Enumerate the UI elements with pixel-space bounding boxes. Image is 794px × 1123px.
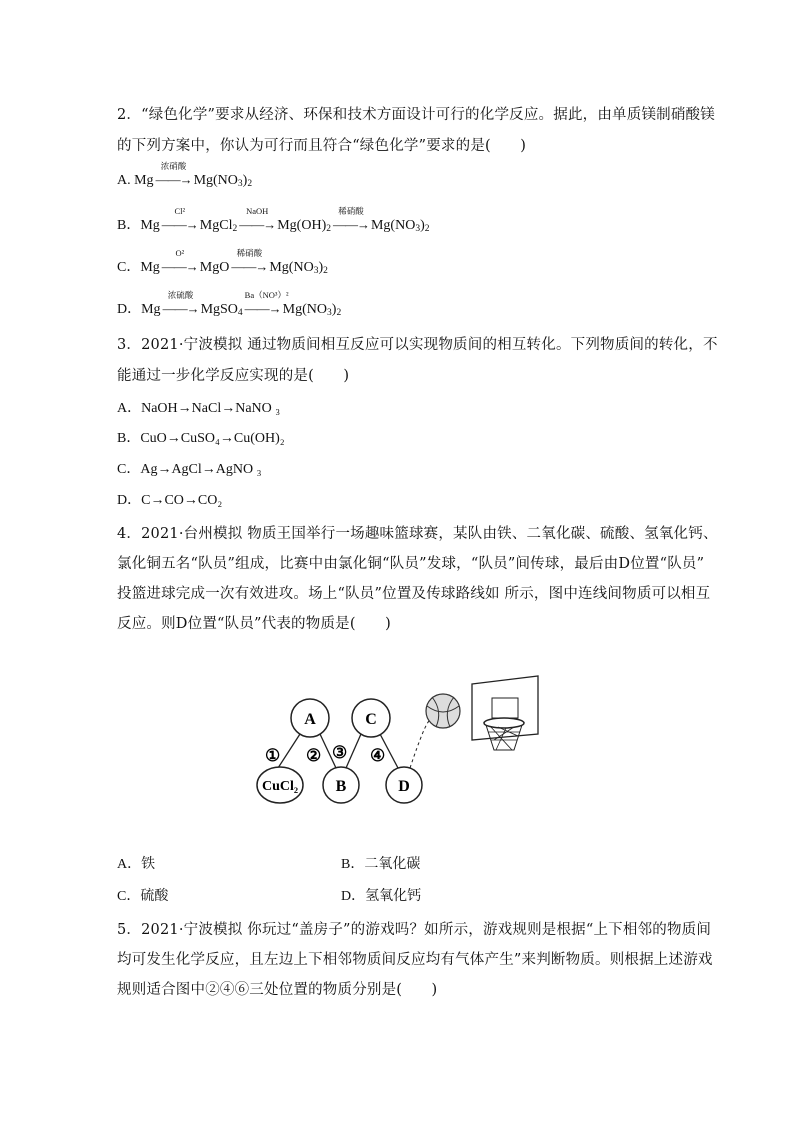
- q2-option-c[interactable]: C．Mg O² ——→ MgO 稀硝酸 ——→ $Mg(NO_3)_2$: [117, 248, 328, 276]
- reaction-arrow: 浓硫酸 ——→: [162, 290, 199, 316]
- q4-option-a[interactable]: A．铁: [117, 857, 156, 872]
- reaction-arrow: 稀硝酸 ——→: [231, 248, 268, 274]
- q4-stem-line4: 反应。则D位置“队员”代表的物质是( ): [117, 616, 391, 632]
- node-a: [291, 699, 329, 737]
- q3-option-b[interactable]: B．CuO→CuSO₄→Cu(OH)₂: [117, 431, 285, 446]
- reaction-arrow: 稀硝酸 ——→: [332, 206, 369, 232]
- link-label-2: ②: [306, 746, 322, 765]
- svg-text:B: B: [335, 778, 347, 795]
- q4-option-b[interactable]: B．二氧化碳: [341, 857, 421, 872]
- reaction-arrow: NaOH ——→: [239, 206, 276, 232]
- node-d: [386, 767, 422, 803]
- q4-option-c[interactable]: C．硫酸: [117, 889, 169, 904]
- reaction-arrow: Ba（NO³）² ——→: [244, 290, 289, 316]
- q4-stem-line2: 氯化铜五名“队员”组成，比赛中由氯化铜“队员”发球，“队员”间传球，最后由D位置“队员”: [117, 556, 705, 572]
- svg-text:D: D: [398, 778, 410, 795]
- q5-stem-line3: 规则适合图中②④⑥三处位置的物质分别是( ): [117, 982, 438, 998]
- q3-option-c[interactable]: C．Ag→AgCl→AgNO ₃: [117, 462, 262, 477]
- q2-stem-line2: 的下列方案中，你认为可行而且符合“绿色化学”要求的是( ): [117, 138, 527, 154]
- q3-stem-line1: 3．2021·宁波模拟 通过物质间相互反应可以实现物质间的相互转化。下列物质间的转化，不: [117, 337, 718, 353]
- node-b: [323, 767, 359, 803]
- link-label-1: ①: [265, 746, 281, 765]
- q4-stem-line3: 投篮进球完成一次有效进攻。场上“队员”位置及传球路线如 所示，图中连线间物质可以相互: [117, 586, 711, 602]
- q3-stem-line2: 能通过一步化学反应实现的是( ): [117, 368, 350, 384]
- reaction-arrow: 浓硝酸 ——→: [155, 161, 192, 187]
- basketball-hoop-icon: [472, 676, 538, 750]
- q2-stem-line1: 2．“绿色化学”要求从经济、环保和技术方面设计可行的化学反应。据此，由单质镁制硝酸镁: [117, 107, 715, 123]
- basketball-pass-diagram: [250, 668, 550, 828]
- q5-stem-line2: 均可发生化学反应，且左边上下相邻物质间反应均有气体产生”来判断物质。则根据上述游戏: [117, 952, 713, 968]
- svg-text:CuCl₂: CuCl₂: [261, 779, 299, 794]
- q2-option-d[interactable]: D．Mg 浓硫酸 ——→ MgSO$_4$ Ba（NO³）² ——→ $Mg(NO_3)_2$: [117, 290, 342, 318]
- reaction-arrow: O² ——→: [161, 248, 198, 274]
- q3-option-a[interactable]: A．NaOH→NaCl→NaNO ₃: [117, 401, 281, 416]
- basketball-icon: [426, 694, 460, 728]
- node-cucl2: [257, 767, 303, 803]
- q2-option-a[interactable]: A. Mg 浓硝酸 ——→ $Mg(NO_3)_2$: [117, 161, 253, 189]
- link-label-3: ③: [332, 743, 348, 762]
- link-label-4: ④: [370, 746, 386, 765]
- reaction-arrow: Cl² ——→: [161, 206, 198, 232]
- svg-text:C: C: [365, 711, 377, 728]
- node-c: [352, 699, 390, 737]
- q4-stem-line1: 4．2021·台州模拟 物质王国举行一场趣味篮球赛，某队由铁、二氧化碳、硫酸、氢氧化钙、: [117, 526, 718, 542]
- svg-text:A: A: [304, 711, 316, 728]
- q2-option-b[interactable]: B．Mg Cl² ——→ MgCl$_2$ NaOH ——→ $Mg(OH)_2$ 稀硝酸 ——→ $Mg(NO_3)_2$: [117, 206, 430, 234]
- q4-option-d[interactable]: D．氢氧化钙: [341, 889, 422, 904]
- q3-option-d[interactable]: D．C→CO→CO₂: [117, 493, 223, 508]
- q5-stem-line1: 5．2021·宁波模拟 你玩过“盖房子”的游戏吗？如所示，游戏规则是根据“上下相邻的物质间: [117, 922, 712, 938]
